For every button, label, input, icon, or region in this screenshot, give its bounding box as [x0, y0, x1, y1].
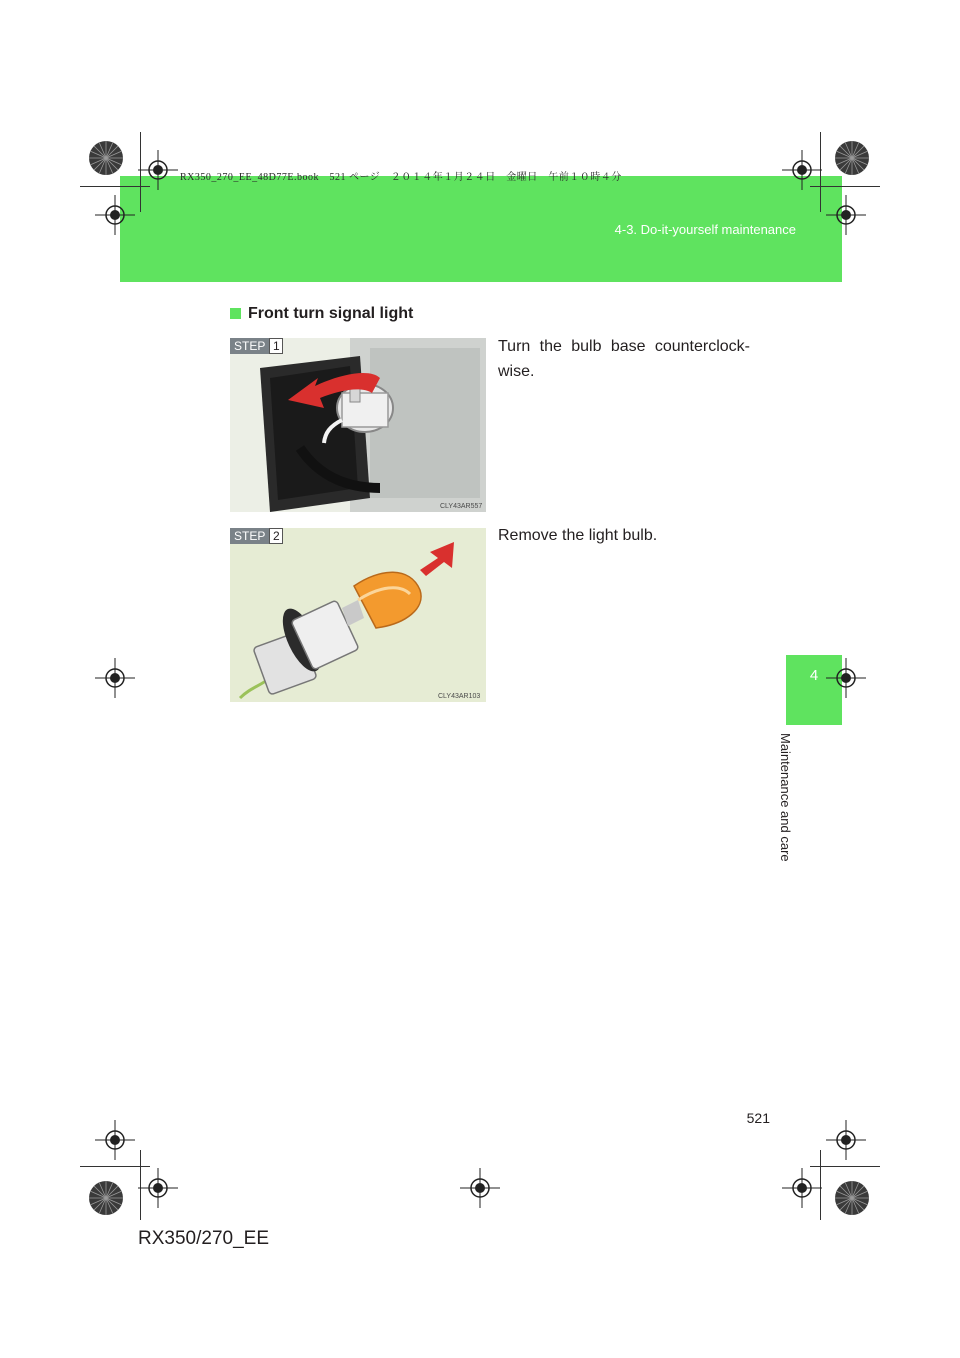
registration-mark-icon	[460, 1168, 500, 1208]
model-code: RX350/270_EE	[138, 1228, 269, 1249]
section-heading	[230, 305, 413, 323]
step-2-text: Remove the light bulb.	[498, 527, 658, 544]
step-1-figure	[230, 338, 486, 512]
step-1-word: STEP	[230, 338, 269, 354]
step-1-label	[230, 338, 283, 354]
step-2-figure	[230, 528, 486, 702]
heading-text: Front turn signal light	[248, 305, 414, 322]
crop-line	[810, 1166, 880, 1167]
step-1-number: 1	[269, 338, 283, 354]
section-title: 4-3. Do-it-yourself maintenance	[614, 222, 796, 237]
registration-mark-icon	[95, 658, 135, 698]
step-2-label	[230, 528, 283, 544]
chapter-label-text: Maintenance and care	[778, 733, 793, 862]
page-number: 521	[746, 1110, 770, 1126]
bulb-removal-illustration	[230, 528, 486, 702]
registration-mark-icon	[138, 1168, 178, 1208]
registration-mark-icon	[826, 1120, 866, 1160]
bulb-socket-illustration	[230, 338, 486, 512]
crop-line	[80, 1166, 150, 1167]
chapter-number: 4	[809, 667, 819, 684]
square-bullet-icon	[230, 308, 241, 319]
starburst-mark-icon	[834, 140, 870, 176]
registration-mark-icon	[826, 195, 866, 235]
chapter-label	[778, 733, 802, 883]
starburst-mark-icon	[88, 140, 124, 176]
figure-1-code: CLY43AR557	[440, 503, 483, 510]
step-2-number: 2	[269, 528, 283, 544]
registration-mark-icon	[95, 1120, 135, 1160]
registration-mark-icon	[138, 150, 178, 190]
figure-2-code: CLY43AR103	[438, 693, 481, 700]
starburst-mark-icon	[88, 1180, 124, 1216]
registration-mark-icon	[826, 658, 866, 698]
starburst-mark-icon	[834, 1180, 870, 1216]
book-info: RX350_270_EE_48D77E.book 521 ページ ２０１４年１月２４日 金曜日 午前１０時４分	[180, 172, 622, 183]
registration-mark-icon	[95, 195, 135, 235]
step-1-text: Turn the bulb base counterclock-wise.	[498, 338, 750, 380]
registration-mark-icon	[782, 1168, 822, 1208]
registration-mark-icon	[782, 150, 822, 190]
step-2-word: STEP	[230, 528, 269, 544]
